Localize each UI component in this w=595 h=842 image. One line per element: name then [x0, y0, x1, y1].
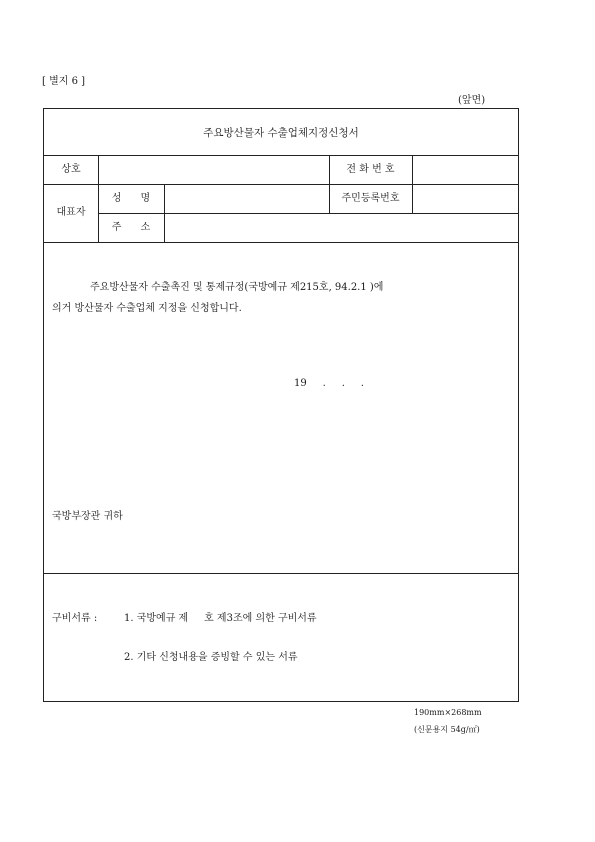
address-label: 주 소 [111, 222, 151, 233]
rule-title-bottom [44, 155, 518, 156]
application-date: 19 . . . [294, 378, 364, 389]
documents-item-2: 2. 기타 신청내용을 증빙할 수 있는 서류 [124, 652, 298, 663]
documents-item-1: 1. 국방예규 제 호 제3조에 의한 구비서류 [124, 613, 317, 624]
phone-label: 전 화 번 호 [346, 164, 395, 175]
name-field[interactable] [168, 193, 326, 207]
form-title: 주요방산물자 수출업체지정신청서 [203, 127, 359, 139]
addressee: 국방부장관 귀하 [52, 511, 123, 522]
rule-sublabel-col [164, 184, 165, 242]
rule-company-bottom [44, 184, 518, 185]
rule-body-bottom [44, 573, 518, 574]
representative-label: 대표자 [56, 207, 86, 218]
application-form [43, 108, 519, 702]
rule-name-bottom [98, 213, 518, 214]
form-number: [ 별지 6 ] [42, 76, 86, 87]
name-label: 성 명 [111, 193, 151, 204]
paper-size: 190mm×268mm [414, 708, 482, 717]
company-label: 상호 [61, 164, 81, 175]
documents-label: 구비서류 : [52, 613, 98, 624]
address-field[interactable] [168, 222, 514, 236]
application-statement-line2: 의거 방산물자 수출업체 지정을 신청합니다. [52, 303, 242, 314]
rule-address-bottom [44, 242, 518, 243]
resident-number-field[interactable] [416, 193, 514, 207]
rule-phone-right [412, 155, 413, 213]
resident-number-label: 주민등록번호 [341, 193, 400, 204]
company-field[interactable] [102, 164, 326, 178]
paper-type: (신문용지 54g/㎡) [414, 725, 480, 734]
phone-field[interactable] [416, 164, 514, 178]
application-statement-line1: 주요방산물자 수출촉진 및 통제규정(국방예규 제215호, 94.2.1 )에 [90, 282, 384, 293]
page-side-label: (앞면) [458, 95, 486, 106]
